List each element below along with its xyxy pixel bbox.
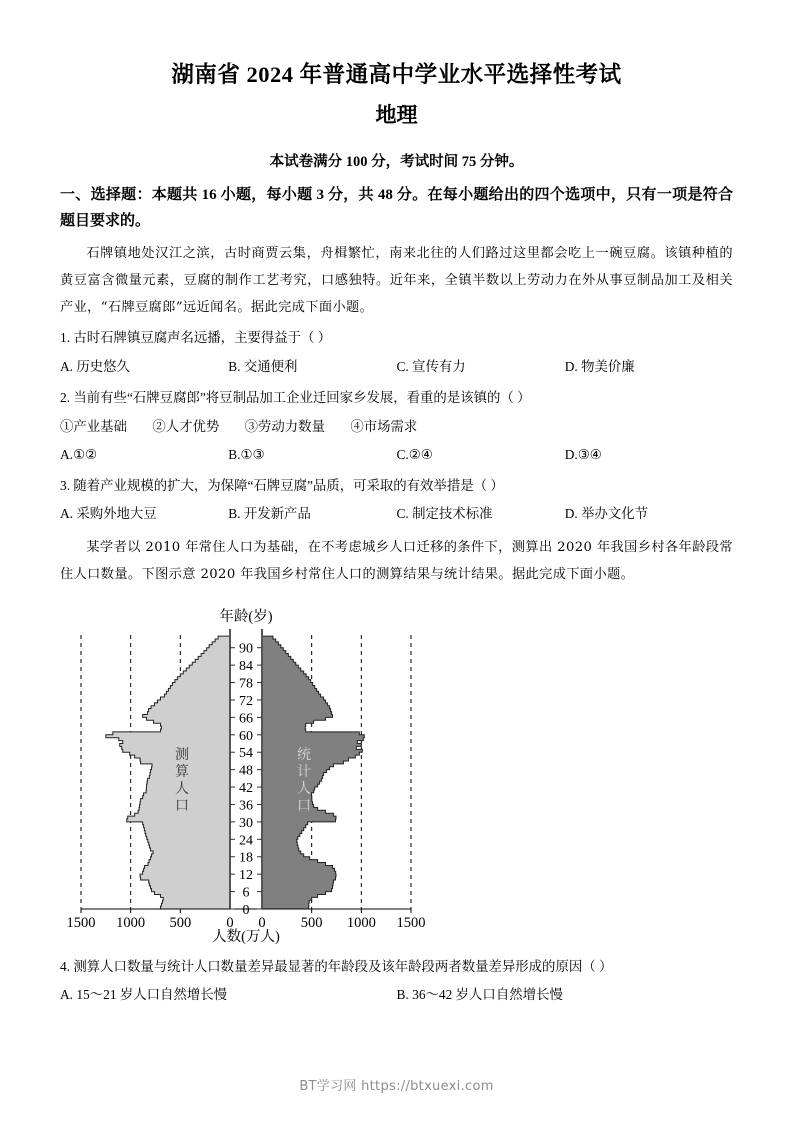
svg-text:测: 测 (175, 747, 189, 763)
svg-text:1000: 1000 (346, 914, 376, 931)
svg-text:90: 90 (239, 641, 253, 657)
question-3-stem: 3. 随着产业规模的扩大，为保障“石牌豆腐”品质，可采取的有效举措是（ ） (60, 477, 504, 493)
numbered-item-1: ①产业基础 (60, 418, 127, 434)
svg-text:人: 人 (175, 781, 189, 797)
numbered-item-2: ②人才优势 (152, 418, 220, 434)
svg-text:54: 54 (239, 745, 253, 761)
passage-2: 某学者以 2010 年常住人口为基础，在不考虑城乡人口迁移的条件下，测算出 2020 年我国乡村各年龄段常住人口数量。下图示意 2020 年我国乡村常住人口的测算结果与统计结果。据此完成下面小题。 (60, 540, 733, 583)
option-d[interactable]: D. 物美价廉 (564, 358, 635, 374)
svg-text:1500: 1500 (66, 914, 96, 931)
numbered-item-4: ④市场需求 (350, 418, 418, 434)
population-pyramid-figure (60, 601, 733, 946)
svg-text:500: 500 (169, 914, 192, 931)
section-heading: 一、选择题：本题共 16 小题，每小题 3 分，共 48 分。在每小题给出的四个选项中，只有一项是符合题目要求的。 (60, 186, 733, 229)
option-b[interactable]: B. 交通便利 (228, 358, 298, 374)
svg-text:0: 0 (242, 902, 250, 918)
site-watermark: BT学习网 https://btxuexi.com (299, 1079, 494, 1094)
page-title: 湖南省 2024 年普通高中学业水平选择性考试 (171, 62, 622, 87)
question-2-options (60, 441, 733, 469)
svg-text:口: 口 (297, 798, 311, 814)
option-b[interactable]: B.①③ (228, 446, 265, 462)
svg-text:1500: 1500 (396, 914, 426, 931)
subject-title: 地理 (375, 103, 418, 128)
svg-text:算: 算 (175, 764, 189, 780)
option-d[interactable]: D.③④ (564, 446, 602, 462)
question-2-stem: 2. 当前有些“石牌豆腐郎”将豆制品加工企业迁回家乡发展，看重的是该镇的（ ） (60, 390, 531, 406)
svg-text:12: 12 (239, 867, 253, 883)
svg-text:6: 6 (242, 885, 250, 901)
option-c[interactable]: C.②④ (396, 446, 433, 462)
svg-text:24: 24 (239, 832, 253, 848)
svg-text:1000: 1000 (116, 914, 146, 931)
question-4-options (60, 981, 733, 1009)
svg-text:计: 计 (297, 764, 311, 780)
option-a[interactable]: A. 采购外地大豆 (60, 506, 157, 522)
option-a[interactable]: A. 历史悠久 (60, 358, 130, 374)
svg-text:0: 0 (258, 914, 266, 931)
svg-text:人: 人 (297, 781, 311, 797)
svg-text:84: 84 (239, 658, 253, 674)
svg-text:口: 口 (175, 798, 189, 814)
question-2-numbered-items (60, 413, 733, 441)
option-c[interactable]: C. 制定技术标准 (396, 506, 493, 522)
question-3-options (60, 500, 733, 528)
svg-text:年龄(岁): 年龄(岁) (219, 608, 273, 625)
svg-text:78: 78 (239, 676, 253, 692)
passage-1: 石牌镇地处汉江之滨，古时商贾云集，舟楫繁忙，南来北往的人们路过这里都会吃上一碗豆腐。该镇种植的黄豆富含微量元素，豆腐的制作工艺考究，口感独特。近年来，全镇半数以上劳动力在外从事豆制品加工及相关产业，“石牌豆腐郎”远近闻名。据此完成下面小题。 (60, 246, 733, 316)
option-b[interactable]: B. 开发新产品 (228, 506, 311, 522)
svg-text:18: 18 (239, 850, 253, 866)
svg-text:60: 60 (239, 728, 253, 744)
numbered-item-3: ③劳动力数量 (244, 418, 325, 434)
option-a[interactable]: A.①② (60, 446, 98, 462)
svg-text:48: 48 (239, 763, 253, 779)
question-4-stem: 4. 测算人口数量与统计人口数量差异最显著的年龄段及该年龄段两者数量差异形成的原因（ ） (60, 958, 613, 974)
question-1-options (60, 353, 733, 381)
svg-text:0: 0 (226, 914, 234, 931)
question-1-stem: 1. 古时石牌镇豆腐声名远播，主要得益于（ ） (60, 330, 332, 346)
svg-text:42: 42 (239, 780, 253, 796)
exam-info: 本试卷满分 100 分，考试时间 75 分钟。 (269, 153, 524, 170)
svg-text:人数(万人): 人数(万人) (212, 928, 280, 945)
svg-text:36: 36 (239, 798, 253, 814)
population-pyramid-chart (60, 601, 530, 946)
svg-text:66: 66 (239, 710, 253, 726)
svg-text:500: 500 (300, 914, 323, 931)
svg-text:统: 统 (297, 747, 311, 763)
option-c[interactable]: C. 宣传有力 (396, 358, 466, 374)
svg-text:72: 72 (239, 693, 253, 709)
svg-text:30: 30 (239, 815, 253, 831)
option-a[interactable]: A. 15～21 岁人口自然增长慢 (60, 987, 228, 1003)
option-b[interactable]: B. 36～42 岁人口自然增长慢 (396, 987, 563, 1003)
option-d[interactable]: D. 举办文化节 (564, 506, 649, 522)
